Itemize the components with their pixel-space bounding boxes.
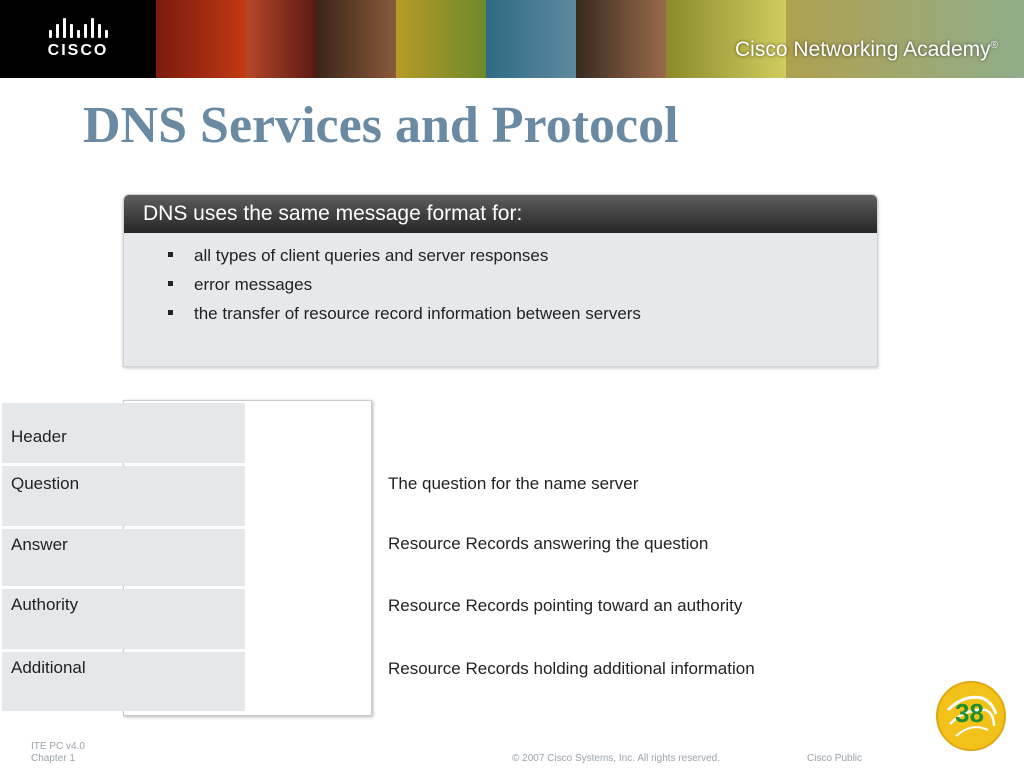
info-box	[123, 194, 878, 367]
cisco-logo	[0, 0, 156, 78]
list-item: error messages	[168, 270, 877, 299]
description-additional: Resource Records holding additional information	[388, 659, 755, 678]
footer-chapter: Chapter 1	[31, 753, 75, 764]
list-item: the transfer of resource record information between servers	[168, 299, 877, 328]
bullet-icon	[168, 281, 173, 286]
footer-copyright: © 2007 Cisco Systems, Inc. All rights reserved.	[512, 753, 721, 764]
description-answer: Resource Records answering the question	[388, 534, 709, 553]
cisco-logo-text: CISCO	[47, 42, 109, 59]
footer-course: ITE PC v4.0	[31, 741, 85, 752]
section-authority: Authority	[2, 589, 245, 649]
bullet-icon	[168, 310, 173, 315]
description-question: The question for the name server	[388, 474, 639, 493]
list-item: all types of client queries and server responses	[168, 241, 877, 270]
bullet-icon	[168, 252, 173, 257]
description-authority: Resource Records pointing toward an authority	[388, 596, 743, 615]
cisco-bridge-icon	[49, 18, 108, 38]
slide-title: DNS Services and Protocol	[83, 97, 679, 154]
section-answer: Answer	[2, 529, 245, 586]
section-question: Question	[2, 466, 245, 526]
section-header: Header	[2, 403, 245, 463]
bullet-list	[124, 241, 877, 328]
footer-classification: Cisco Public	[807, 753, 863, 764]
page-number: 38	[955, 698, 984, 728]
info-box-heading: DNS uses the same message format for:	[124, 195, 877, 233]
section-additional: Additional	[2, 652, 245, 711]
academy-wordmark: Cisco Networking Academy®	[735, 38, 998, 61]
header-banner	[0, 0, 1024, 78]
